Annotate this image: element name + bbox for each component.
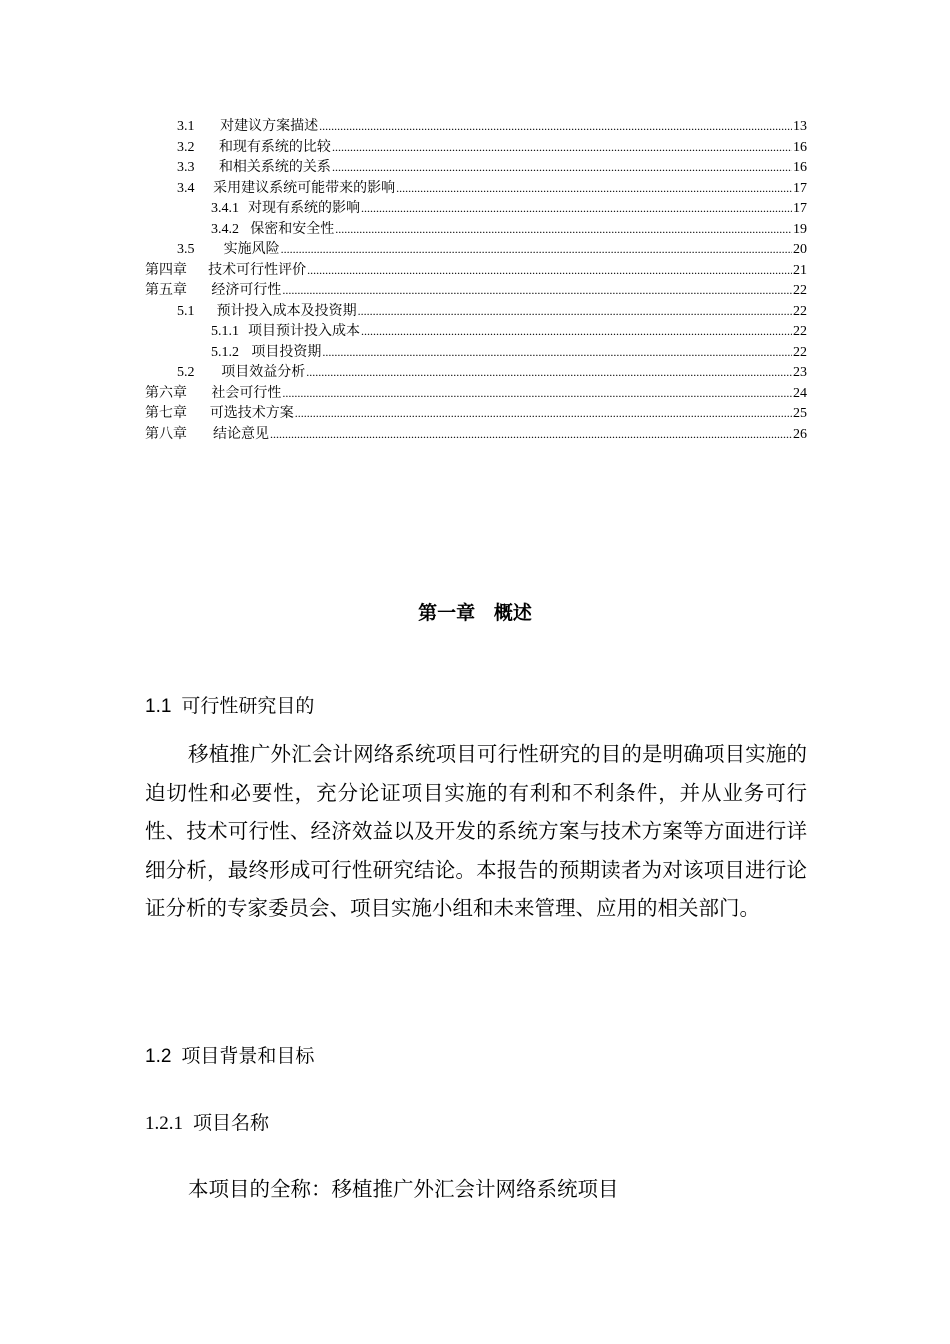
- toc-entry-page: 16: [793, 160, 807, 175]
- toc-entry-page: 17: [793, 180, 807, 196]
- toc-leader-dots: [335, 219, 792, 240]
- toc-entry-page: 26: [793, 426, 807, 442]
- toc-entry-number: 3.1: [177, 119, 195, 134]
- toc-entry-page: 25: [793, 406, 807, 421]
- toc-leader-dots: [396, 178, 792, 199]
- toc-leader-dots: [358, 301, 792, 322]
- toc-leader-dots: [332, 137, 792, 158]
- toc-entry-number: 第四章: [145, 261, 187, 278]
- toc-entry[interactable]: [145, 260, 807, 281]
- toc-entry-page: 23: [793, 365, 807, 380]
- section-number: 1.1: [145, 696, 172, 717]
- toc-entry[interactable]: [145, 424, 807, 445]
- toc-entry[interactable]: [145, 383, 807, 404]
- toc-leader-dots: [282, 383, 792, 404]
- toc-leader-dots: [270, 424, 792, 445]
- chapter-number: 第一章: [418, 602, 476, 624]
- toc-entry[interactable]: [145, 157, 807, 178]
- toc-entry-page: 21: [793, 262, 807, 278]
- toc-entry[interactable]: [145, 321, 807, 342]
- toc-entry[interactable]: [145, 239, 807, 260]
- toc-entry-page: 20: [793, 242, 807, 257]
- toc-entry[interactable]: [145, 116, 807, 137]
- toc-entry-page: 22: [793, 344, 807, 360]
- toc-entry[interactable]: [145, 362, 807, 383]
- toc-entry-title: 社会可行性: [211, 384, 282, 401]
- toc-entry[interactable]: [145, 403, 807, 424]
- section-title: 可行性研究目的: [181, 695, 315, 717]
- toc-entry-title: 和现有系统的比较: [218, 138, 331, 155]
- toc-entry-number: 第八章: [145, 425, 187, 442]
- section-title: 项目名称: [193, 1112, 270, 1134]
- toc-entry[interactable]: [145, 178, 807, 199]
- toc-entry-number: 5.1: [177, 303, 195, 319]
- toc-leader-dots: [307, 260, 792, 281]
- toc-leader-dots: [282, 280, 792, 301]
- toc-entry-title: 可选技术方案: [209, 405, 294, 421]
- section-heading-1-1: [145, 691, 314, 718]
- toc-entry-title: 对建议方案描述: [220, 118, 319, 134]
- toc-entry-title: 和相关系统的关系: [218, 159, 331, 175]
- toc-entry[interactable]: [145, 280, 807, 301]
- toc-entry-number: 第五章: [145, 282, 187, 298]
- section-heading-1-2-1: [145, 1108, 269, 1135]
- section-number: 1.2: [145, 1046, 172, 1067]
- toc-entry-page: 17: [793, 201, 807, 216]
- toc-entry-title: 对现有系统的影响: [248, 200, 361, 216]
- toc-entry[interactable]: [145, 342, 807, 363]
- table-of-contents: [145, 116, 807, 444]
- toc-leader-dots: [332, 157, 792, 178]
- toc-leader-dots: [322, 342, 792, 363]
- toc-entry-number: 3.4.2: [211, 221, 239, 237]
- toc-entry-page: 16: [793, 139, 807, 155]
- toc-entry-number: 3.5: [177, 242, 195, 257]
- section-title: 项目背景和目标: [181, 1045, 315, 1067]
- toc-entry-title: 实施风险: [223, 241, 280, 257]
- toc-entry-page: 22: [793, 324, 807, 339]
- toc-entry-number: 5.1.2: [211, 344, 239, 360]
- toc-entry-number: 3.3: [177, 160, 195, 175]
- toc-entry-title: 项目预计投入成本: [248, 323, 361, 339]
- toc-entry[interactable]: [145, 198, 807, 219]
- toc-entry[interactable]: [145, 219, 807, 240]
- toc-entry-number: 3.4.1: [211, 201, 239, 216]
- toc-leader-dots: [295, 403, 792, 424]
- toc-entry-title: 保密和安全性: [250, 220, 335, 237]
- chapter-title: [0, 598, 950, 625]
- toc-entry-page: 19: [793, 221, 807, 237]
- paragraph-project-name: 本项目的全称：移植推广外汇会计网络系统项目: [188, 1177, 619, 1201]
- toc-entry-page: 13: [793, 119, 807, 134]
- toc-entry-title: 技术可行性评价: [208, 261, 307, 278]
- toc-entry[interactable]: [145, 137, 807, 158]
- toc-entry-page: 22: [793, 303, 807, 319]
- toc-entry-number: 第六章: [145, 384, 187, 401]
- chapter-name: 概述: [493, 602, 532, 624]
- toc-entry-page: 22: [793, 283, 807, 298]
- section-heading-1-2: [145, 1041, 314, 1068]
- toc-entry-title: 项目效益分析: [221, 364, 306, 380]
- toc-entry-title: 预计投入成本及投资期: [216, 302, 357, 319]
- toc-leader-dots: [361, 198, 792, 219]
- toc-entry-page: 24: [793, 385, 807, 401]
- toc-entry-number: 3.2: [177, 139, 195, 155]
- toc-entry-title: 经济可行性: [211, 282, 282, 298]
- toc-entry-title: 结论意见: [212, 425, 269, 442]
- toc-entry-title: 采用建议系统可能带来的影响: [213, 179, 396, 196]
- toc-entry-title: 项目投资期: [251, 343, 322, 360]
- toc-leader-dots: [306, 362, 792, 383]
- toc-leader-dots: [361, 321, 792, 342]
- toc-entry-number: 5.2: [177, 365, 195, 380]
- paragraph-research-purpose: 移植推广外汇会计网络系统项目可行性研究的目的是明确项目实施的迫切性和必要性，充分论证项目实施的有利和不利条件，并从业务可行性、技术可行性、经济效益以及开发的系统方案与技术方案等方面进行详细分析，最终形成可行性研究结论。本报告的预期读者为对该项目进行论证分析的专家委员会、项目实施小组和未来管理、应用的相关部门。: [145, 742, 807, 920]
- section-number: 1.2.1: [145, 1113, 183, 1134]
- toc-leader-dots: [319, 116, 792, 137]
- toc-entry-number: 3.4: [177, 180, 195, 196]
- toc-entry[interactable]: [145, 301, 807, 322]
- toc-entry-number: 第七章: [145, 405, 187, 421]
- toc-leader-dots: [281, 239, 792, 260]
- toc-entry-number: 5.1.1: [211, 324, 239, 339]
